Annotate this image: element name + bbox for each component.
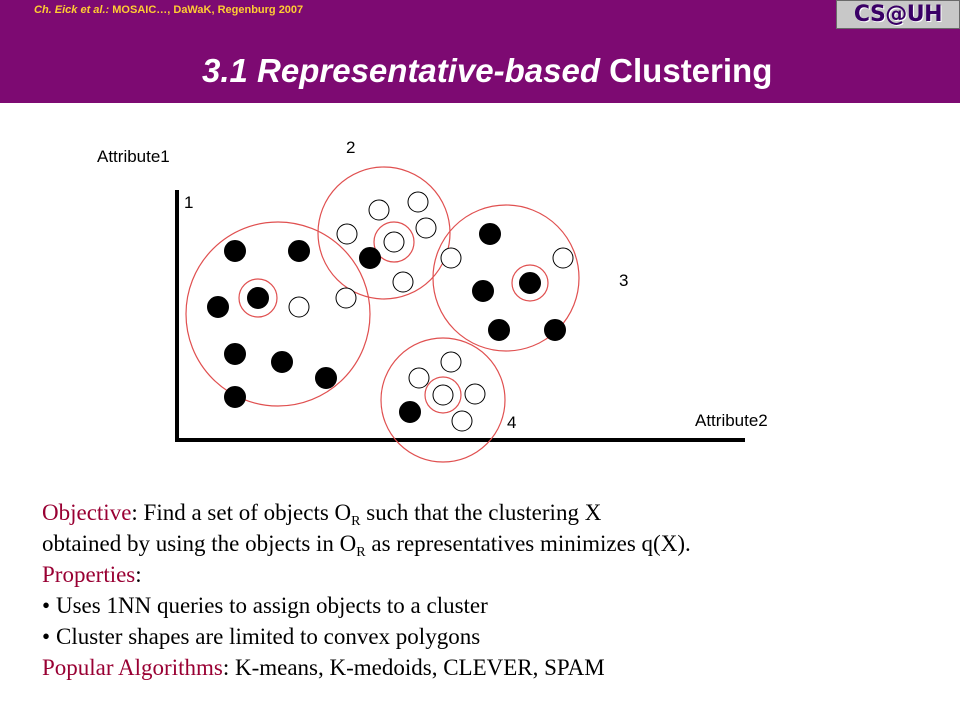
objective-text-d: as representatives minimizes q(X). — [365, 531, 691, 556]
logo-text: CS@UH — [853, 2, 943, 27]
point-white — [408, 192, 428, 212]
point-black — [400, 402, 421, 423]
point-white — [441, 248, 461, 268]
point-white — [393, 272, 413, 292]
algorithms-text: : K-means, K-medoids, CLEVER, SPAM — [222, 655, 605, 680]
bullet-text: Cluster shapes are limited to convex polygons — [56, 624, 481, 649]
properties-line — [42, 559, 942, 590]
cluster-label-3: 3 — [619, 271, 629, 290]
cluster-label-2: 2 — [346, 138, 356, 157]
objective-line-1 — [42, 497, 942, 528]
point-white — [465, 384, 485, 404]
point-white — [409, 368, 429, 388]
point-black — [545, 320, 566, 341]
objective-label: Objective — [42, 500, 132, 525]
point-black — [225, 344, 246, 365]
slide-title — [202, 52, 772, 90]
point-white — [369, 200, 389, 220]
point-black — [225, 387, 246, 408]
point-white — [336, 288, 356, 308]
point-black — [489, 320, 510, 341]
point-white — [337, 224, 357, 244]
point-black — [316, 368, 337, 389]
algorithms-label: Popular Algorithms — [42, 655, 223, 680]
slide-body — [42, 497, 942, 683]
point-black — [272, 352, 293, 373]
point-black — [360, 248, 381, 269]
point-black — [520, 273, 541, 294]
algorithms-line — [42, 652, 942, 683]
point-white — [289, 297, 309, 317]
csuh-logo — [836, 0, 960, 29]
bullet-item — [42, 590, 942, 621]
bullet-item — [42, 621, 942, 652]
objective-line-2 — [42, 528, 942, 559]
bullet-icon: • — [42, 593, 51, 618]
header-bar — [0, 0, 960, 103]
bullet-text: Uses 1NN queries to assign objects to a cluster — [56, 593, 488, 618]
point-white — [553, 248, 573, 268]
bullet-icon: • — [42, 624, 51, 649]
white-points — [289, 192, 573, 431]
objective-subscript-2: R — [356, 545, 366, 560]
properties-colon: : — [135, 562, 142, 587]
y-axis-label: Attribute1 — [97, 147, 170, 166]
title-rest: Clustering — [600, 52, 773, 89]
authors: Ch. Eick et al.: — [34, 4, 110, 16]
point-black — [208, 297, 229, 318]
point-black — [473, 281, 494, 302]
point-white — [416, 218, 436, 238]
objective-text-a: : Find a set of objects O — [131, 500, 352, 525]
conference: MOSAIC…, DaWaK, Regenburg 2007 — [109, 4, 304, 16]
properties-label: Properties — [42, 562, 136, 587]
point-white — [433, 385, 453, 405]
point-white — [384, 232, 404, 252]
objective-text-c: obtained by using the objects in O — [42, 531, 357, 556]
point-black — [225, 241, 246, 262]
x-axis-label: Attribute2 — [695, 411, 768, 430]
point-black — [248, 288, 269, 309]
conference-line — [34, 4, 303, 16]
title-italic: 3.1 Representative-based — [202, 52, 601, 89]
point-white — [452, 411, 472, 431]
point-black — [289, 241, 310, 262]
objective-subscript: R — [351, 514, 361, 529]
cluster-label-4: 4 — [507, 413, 517, 432]
point-black — [480, 224, 501, 245]
cluster-label-1: 1 — [184, 193, 194, 212]
objective-text-b: such that the clustering X — [360, 500, 602, 525]
black-points — [208, 224, 566, 423]
point-white — [441, 352, 461, 372]
